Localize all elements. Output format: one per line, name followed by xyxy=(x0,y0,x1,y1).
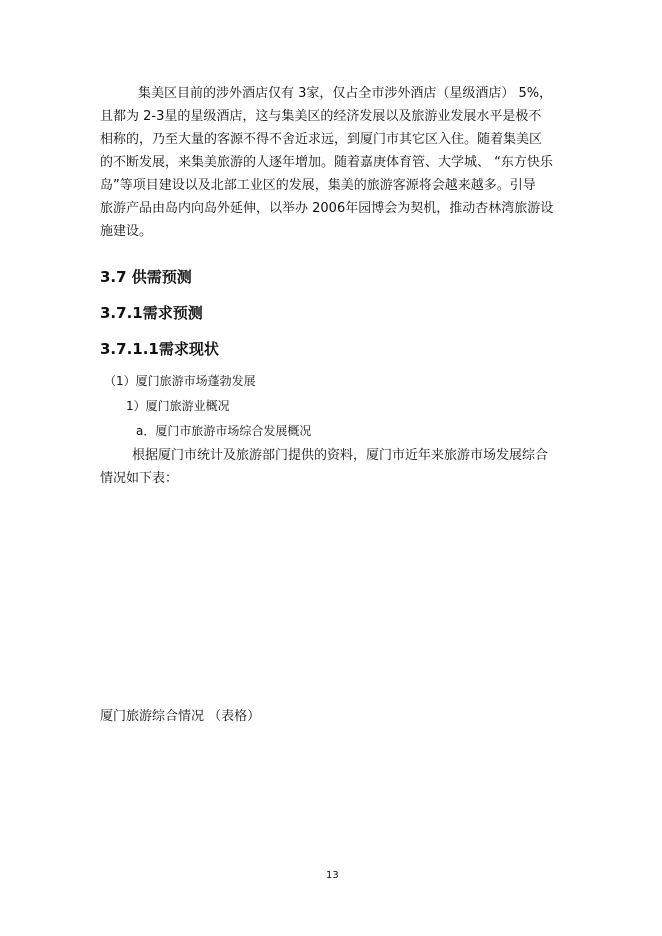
paragraph-line: 岛”等项目建设以及北部工业区的发展，集美的旅游客源将会越来越多。引导 xyxy=(100,178,536,193)
paragraph-line: 情况如下表： xyxy=(100,471,179,486)
paragraph-line: 集美区目前的涉外酒店仅有 3家，仅占全市涉外酒店（星级酒店） 5%， xyxy=(138,86,553,101)
paragraph-line: 的不断发展，来集美旅游的人逐年增加。随着嘉庚体育管、大学城、 “东方快乐 xyxy=(100,155,553,170)
outline-item-1: （1）厦门旅游市场蓬勃发展 xyxy=(104,374,256,388)
subsection-heading: 3.7.1需求预测 xyxy=(100,304,203,322)
subsubsection-heading: 3.7.1.1需求现状 xyxy=(100,340,219,358)
paragraph-line: 根据厦门市统计及旅游部门提供的资料，厦门市近年来旅游市场发展综合 xyxy=(132,448,549,463)
paragraph-line: 且都为 2-3星的星级酒店，这与集美区的经济发展以及旅游业发展水平是极不 xyxy=(100,109,542,124)
paragraph-line: 旅游产品由岛内向岛外延伸，以举办 2006年园博会为契机，推动杏林湾旅游设 xyxy=(100,201,554,216)
table-caption: 厦门旅游综合情况 （表格） xyxy=(100,709,261,724)
page-number: 13 xyxy=(326,870,339,881)
section-heading: 3.7 供需预测 xyxy=(100,268,192,286)
outline-item-2: 1）厦门旅游业概况 xyxy=(126,399,230,413)
paragraph-line: 施建设。 xyxy=(100,224,153,239)
paragraph-line: 相称的，乃至大量的客源不得不舍近求远，到厦门市其它区入住。随着集美区 xyxy=(100,132,543,147)
outline-item-3: a．厦门市旅游市场综合发展概况 xyxy=(136,424,312,438)
